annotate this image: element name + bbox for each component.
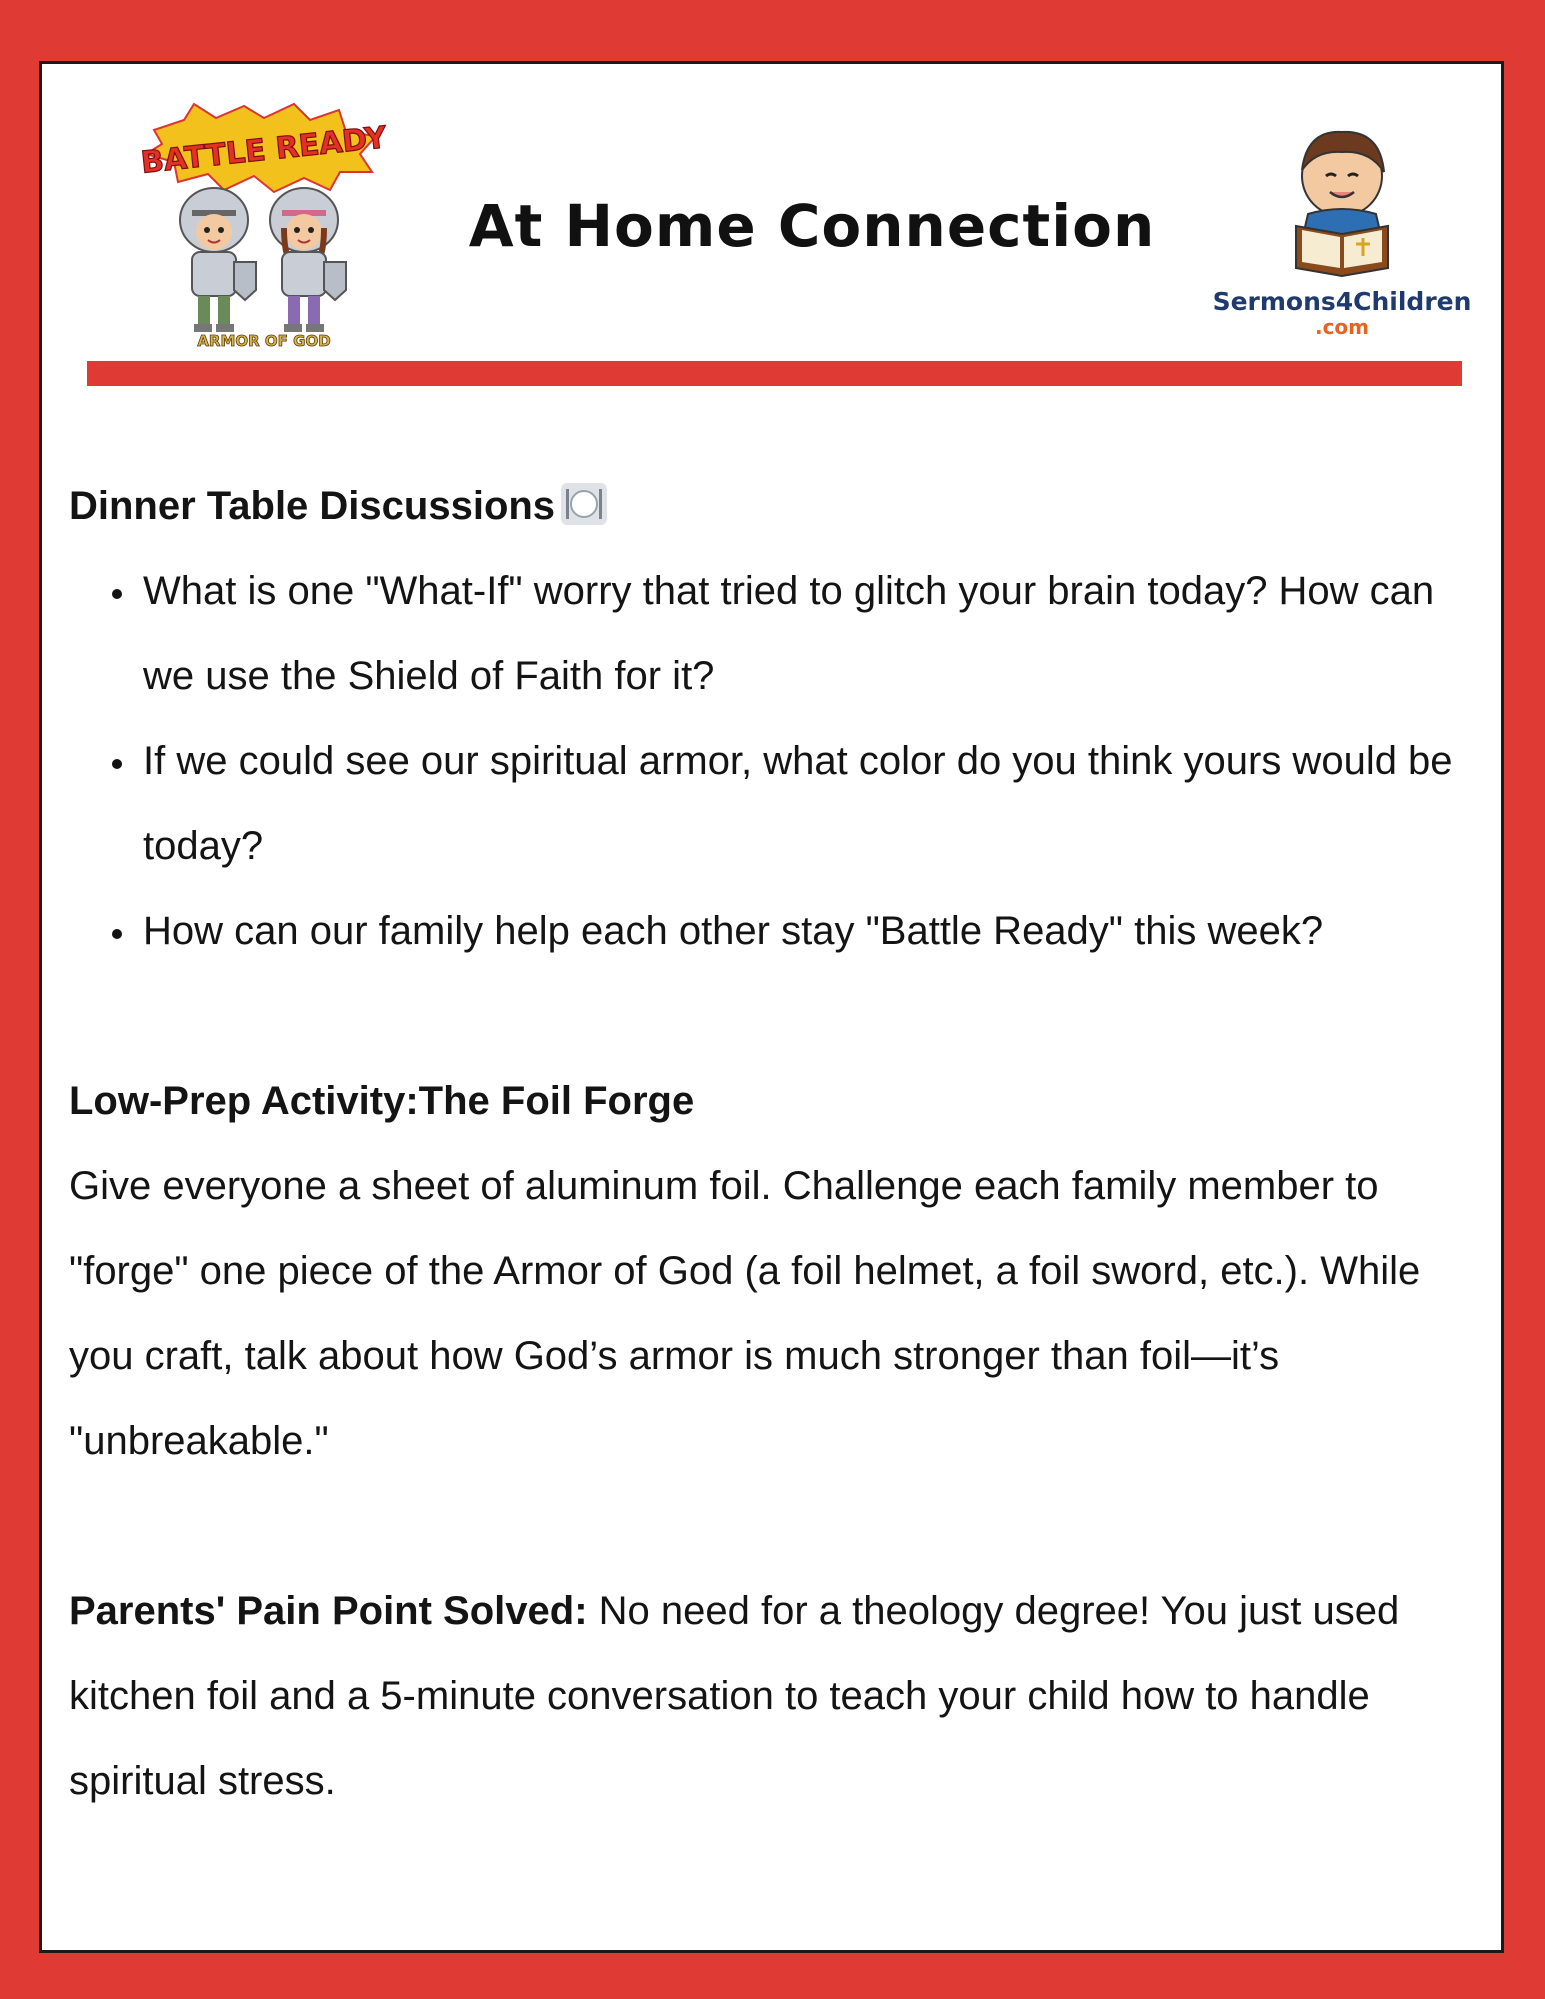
spacer [69,1484,1479,1569]
page-title: At Home Connection [468,192,1156,260]
activity-heading: Low-Prep Activity:The Foil Forge [69,1079,695,1123]
logo-brand-name: Sermons4Children [1212,287,1472,316]
knight-girl-figure [270,188,346,332]
sermons4children-logo [1212,110,1472,350]
activity-description: Give everyone a sheet of aluminum foil. Challenge each family member to "forge" one piece of the Armor of God (a foil helmet, a foil sword, etc.). While you craft, talk about how God’s armor is much stronger than foil—it’s "unbreakable." [69,1164,1421,1463]
discussion-questions [69,549,1479,974]
reading-boy-figure [1296,132,1388,276]
plate-utensils-icon [561,483,607,525]
knight-boy-figure [180,188,256,332]
handout-page [39,61,1504,1953]
list-item: • How can our family help each other stay "Battle Ready" this week? [139,889,1479,974]
pain-point-label: Parents' Pain Point Solved: [69,1589,588,1633]
logo-top-text: BATTLE READY [139,120,389,181]
header-divider [87,361,1462,386]
pain-point-text: No need for a theology degree! You just used kitchen foil and a 5-minute conversation to teach your child how to handle spiritual stress. [69,1589,1400,1803]
battle-ready-logo [134,102,394,350]
list-item: • If we could see our spiritual armor, what color do you think yours would be today? [139,719,1479,889]
logo-bottom-text: ARMOR OF GOD [197,332,331,350]
spacer [69,974,1479,1059]
content [69,464,1479,1824]
header [42,64,1501,394]
list-item: • What is one "What-If" worry that tried to glitch your brain today? How can we use the Shield of Faith for it? [139,549,1479,719]
pain-point-paragraph [69,1569,1479,1824]
logo-brand-domain: .com [1314,315,1370,339]
dinner-section-heading: Dinner Table Discussions [69,464,1479,549]
